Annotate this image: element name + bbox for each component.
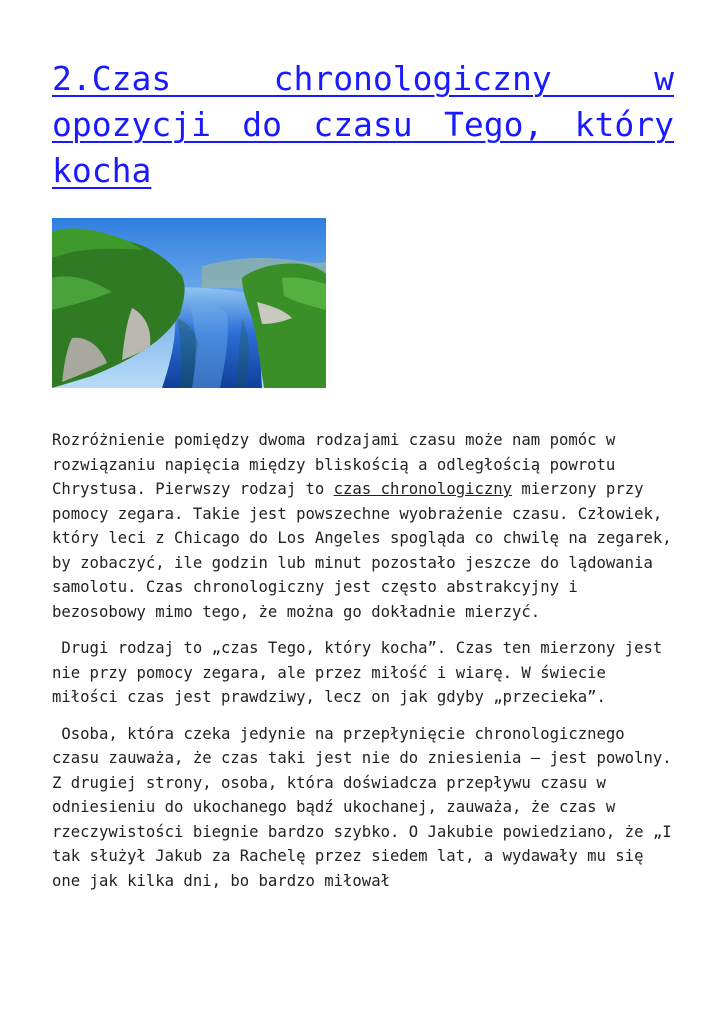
paragraph-1-text-after: mierzony przy pomocy zegara. Takie jest powszechne wyobrażenie czasu. Człowiek, który leci z Chicago do Los Angeles spogląda co chwilę na zegarek, by zobaczyć, ile godzin lub minut pozostało jeszcze do lądowania samolotu. Czas chronologiczny jest często abstrakcyjny i bezosobowy mimo tego, że można go dokładnie mierzyć.	[52, 480, 672, 621]
chronological-time-link[interactable]: czas chronologiczny	[333, 480, 513, 498]
article	[52, 56, 682, 890]
paragraph-1-text-before: Rozróżnienie pomiędzy dwoma rodzajami czasu może nam pomóc w rozwiązaniu napięcia między bliskością a odległością powrotu Chrystusa. Pierwszy rodzaj to	[52, 431, 616, 498]
article-body	[52, 428, 682, 905]
paragraph-2: Drugi rodzaj to „czas Tego, który kocha”. Czas ten mierzony jest nie przy pomocy zegara, ale przez miłość i wiarę. W świecie miłości czas jest prawdziwy, lecz on jak gdyby „przecieka”.	[52, 639, 672, 706]
paragraph-1	[52, 428, 674, 624]
article-title	[52, 56, 674, 194]
paragraph-3: Osoba, która czeka jedynie na przepłynięcie chronologicznego czasu zauważa, że czas taki jest nie do zniesienia – jest powolny. Z drugiej strony, osoba, która doświadcza przepływu czasu w odniesieniu do ukochanego bądź ukochanej, zauważa, że czas w rzeczywistości biegnie bardzo szybko. O Jakubie powiedziano, że „I tak służył Jakub za Rachelę przez siedem lat, a wydawały mu się one jak kilka dni, bo bardzo miłował	[52, 724, 682, 890]
river-landscape-photo	[52, 218, 326, 388]
article-title-link[interactable]: 2.Czas chronologiczny w opozycji do czasu Tego, który kocha	[52, 59, 674, 190]
